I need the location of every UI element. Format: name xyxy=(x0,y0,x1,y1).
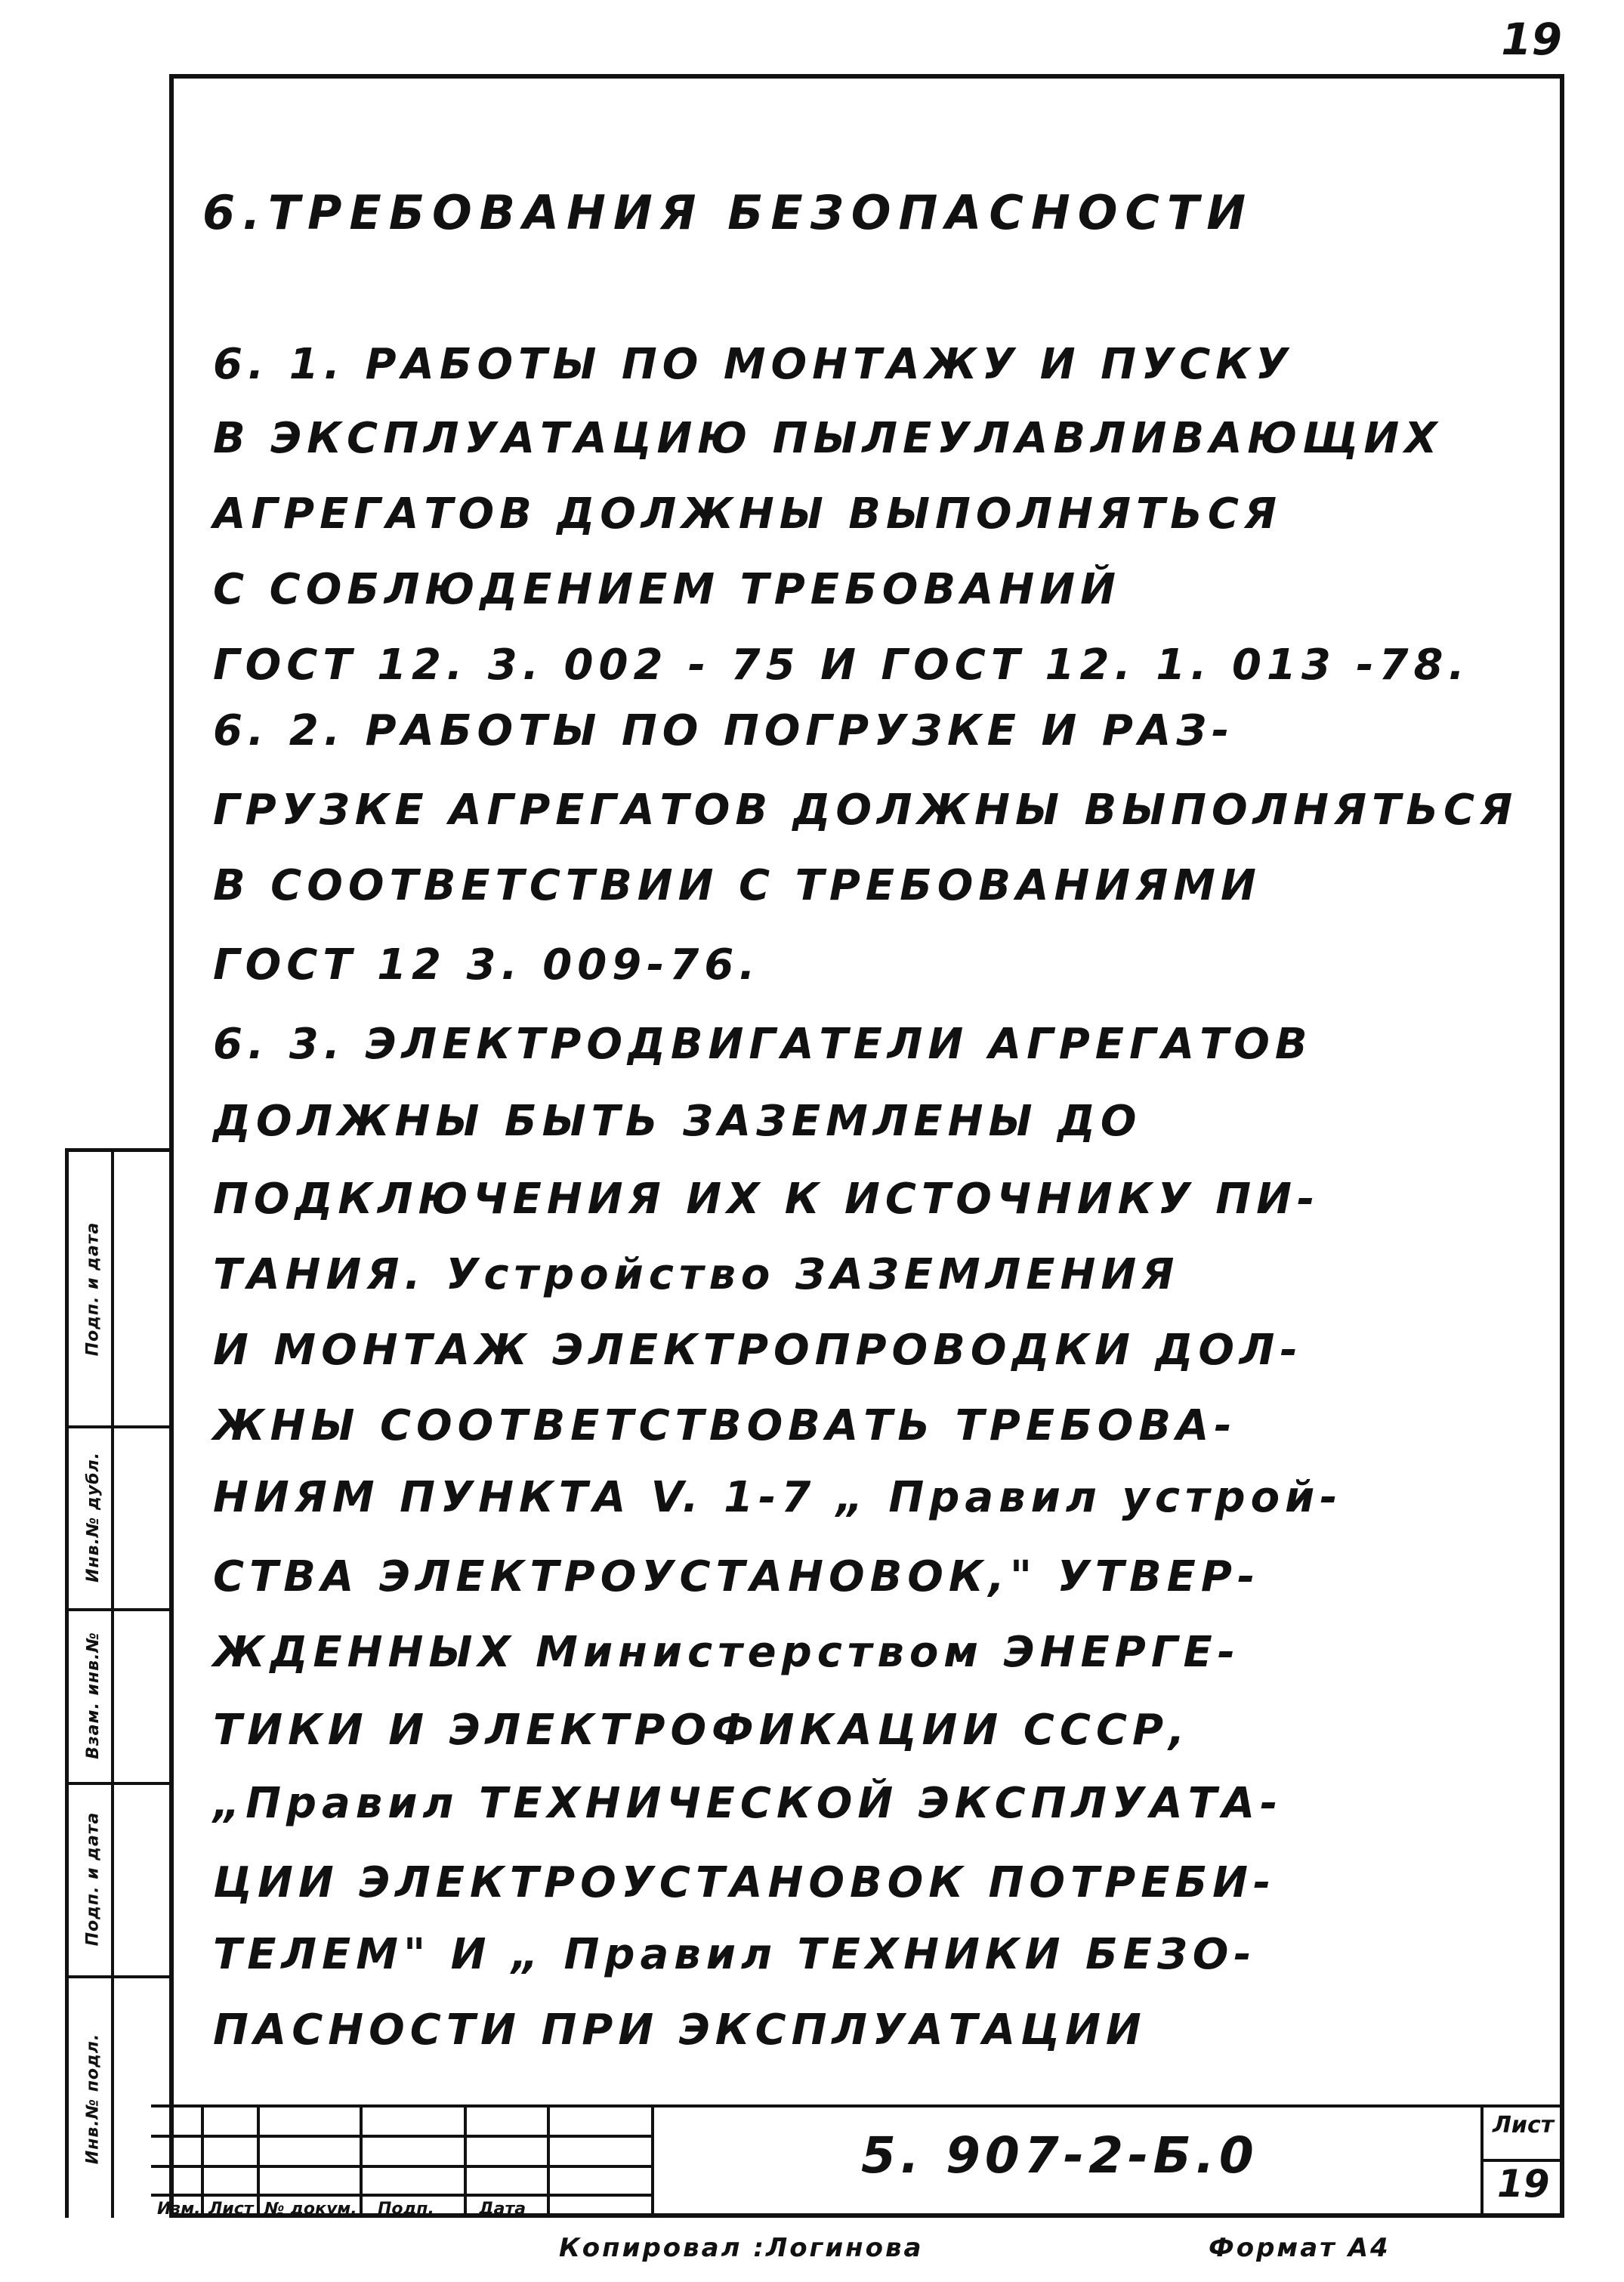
body-line: ДОЛЖНЫ БЫТЬ ЗАЗЕМЛЕНЫ ДО xyxy=(213,1097,1142,1146)
body-line: ЦИИ ЭЛЕКТРОУСТАНОВОК ПОТРЕБИ- xyxy=(213,1858,1277,1907)
copied-by: Копировал :Логинова xyxy=(559,2233,924,2263)
tb-header-date: Дата xyxy=(479,2200,526,2219)
body-line: СТВА ЭЛЕКТРОУСТАНОВОК," УТВЕР- xyxy=(213,1552,1261,1601)
stamp-label-signature-date: Подп. и дата xyxy=(83,1811,103,1946)
stamp-divider xyxy=(111,1152,114,2218)
tb-line xyxy=(651,2104,654,2218)
body-line: АГРЕГАТОВ ДОЛЖНЫ ВЫПОЛНЯТЬСЯ xyxy=(213,489,1283,539)
body-line: ГОСТ 12. 3. 002 - 75 И ГОСТ 12. 1. 013 -78. xyxy=(213,641,1470,690)
tb-line xyxy=(547,2104,550,2218)
tb-line xyxy=(257,2104,260,2218)
body-line: ГРУЗКЕ АГРЕГАТОВ ДОЛЖНЫ ВЫПОЛНЯТЬСЯ xyxy=(213,786,1518,835)
body-line: ТИКИ И ЭЛЕКТРОФИКАЦИИ СССР, xyxy=(213,1706,1190,1755)
sheet-label: Лист xyxy=(1493,2112,1555,2138)
body-line: В СООТВЕТСТВИИ С ТРЕБОВАНИЯМИ xyxy=(213,861,1261,910)
body-line: ГОСТ 12 3. 009-76. xyxy=(213,940,761,990)
body-line: НИЯМ ПУНКТА V. 1-7 „ Правил устрой- xyxy=(213,1473,1343,1522)
tb-line xyxy=(151,2135,651,2138)
binding-stamp xyxy=(65,1148,169,2218)
body-line: ПОДКЛЮЧЕНИЯ ИХ К ИСТОЧНИКУ ПИ- xyxy=(213,1175,1320,1224)
body-line: 6. 2. РАБОТЫ ПО ПОГРУЗКЕ И РАЗ- xyxy=(213,706,1235,755)
tb-line xyxy=(151,2194,651,2197)
tb-line xyxy=(1480,2104,1484,2218)
sheet-number: 19 xyxy=(1497,2162,1550,2206)
body-line: ТЕЛЕМ" И „ Правил ТЕХНИКИ БЕЗО- xyxy=(213,1930,1257,1979)
document-code: 5. 907-2-Б.0 xyxy=(861,2126,1258,2185)
tb-line xyxy=(201,2104,204,2218)
tb-header-sheet: Лист xyxy=(208,2200,254,2219)
tb-line xyxy=(464,2104,467,2218)
body-line: И МОНТАЖ ЭЛЕКТРОПРОВОДКИ ДОЛ- xyxy=(213,1326,1303,1375)
body-line: ПАСНОСТИ ПРИ ЭКСПЛУАТАЦИИ xyxy=(213,2006,1147,2055)
tb-header-doc-number: № докум. xyxy=(264,2200,357,2219)
body-line: 6. 1. РАБОТЫ ПО МОНТАЖУ И ПУСКУ xyxy=(213,340,1294,389)
body-line: ЖДЕННЫХ Министерством ЭНЕРГЕ- xyxy=(213,1628,1240,1677)
page-number-top: 19 xyxy=(1501,14,1562,65)
body-line: ТАНИЯ. Устройство ЗАЗЕМЛЕНИЯ xyxy=(213,1250,1180,1299)
tb-line xyxy=(360,2104,363,2218)
body-line: В ЭКСПЛУАТАЦИЮ ПЫЛЕУЛАВЛИВАЮЩИХ xyxy=(213,414,1443,463)
tb-header-signature: Подп. xyxy=(378,2200,434,2219)
tb-line xyxy=(151,2104,1564,2108)
format-label: Формат А4 xyxy=(1209,2233,1391,2263)
body-line: С СОБЛЮДЕНИЕМ ТРЕБОВАНИЙ xyxy=(213,565,1121,614)
stamp-label-inv-duplicate: Инв.№ дубл. xyxy=(83,1451,103,1583)
stamp-label-signature-date-2: Подп. и дата xyxy=(83,1221,103,1356)
body-line: 6. 3. ЭЛЕКТРОДВИГАТЕЛИ АГРЕГАТОВ xyxy=(213,1020,1313,1069)
title-block xyxy=(151,2104,1564,2218)
section-title: 6.ТРЕБОВАНИЯ БЕЗОПАСНОСТИ xyxy=(202,185,1254,240)
body-line: ЖНЫ СООТВЕТСТВОВАТЬ ТРЕБОВА- xyxy=(213,1401,1237,1450)
tb-line xyxy=(151,2165,651,2168)
body-line: „Правил ТЕХНИЧЕСКОЙ ЭКСПЛУАТА- xyxy=(213,1779,1283,1828)
stamp-label-replacement-inv: Взам. инв.№ xyxy=(83,1631,103,1759)
tb-header-change: Изм. xyxy=(157,2200,201,2219)
stamp-label-inv-original: Инв.№ подл. xyxy=(83,2033,103,2164)
